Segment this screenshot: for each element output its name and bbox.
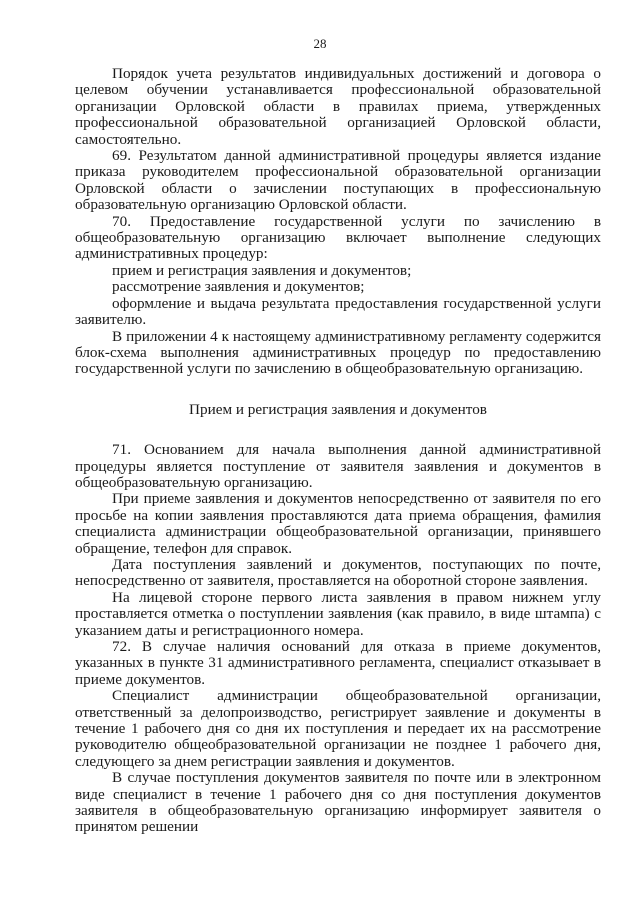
list-item-review: рассмотрение заявления и документов; (112, 278, 365, 296)
paragraph-mail-electronic: В случае поступления документов заявителя по почте или в электронном виде специалист в течение 1 рабочего дня со дня поступления документов заявителя в общеобразовательную организацию информирует заявителя о принятом решении (75, 769, 601, 836)
list-item-result: оформление и выдача результата предоставления государственной услуги заявителю. (75, 294, 601, 329)
paragraph-registration: Специалист администрации общеобразовательной организации, ответственный за делопроизводство, регистрирует заявление и документы в течение 1 рабочего дня со дня их поступления и передает их на рассмотрение руководителю общеобразовательной организации не позднее 1 рабочего дня, следующего за днем регистрации заявления и документов. (75, 687, 601, 770)
paragraph-front-mark: На лицевой стороне первого листа заявления в правом нижнем углу проставляется отметка о поступлении заявления (как правило, в виде штампа) с указанием даты и регистрационного номера. (75, 588, 601, 639)
document-body (75, 66, 601, 836)
list-item-reception: прием и регистрация заявления и документов; (112, 261, 412, 279)
section-title: Прием и регистрация заявления и документов (189, 400, 487, 418)
paragraph-appendix-4: В приложении 4 к настоящему административному регламенту содержится блок-схема выполнения административных процедур по предоставлению государственной услуги по зачислению в общеобразовательную организацию. (75, 327, 601, 378)
paragraph-72: 72. В случае наличия оснований для отказа в приеме документов, указанных в пункте 31 административного регламента, специалист отказывает в приеме документов. (75, 638, 601, 688)
page-number: 28 (313, 36, 327, 51)
paragraph-70: 70. Предоставление государственной услуги по зачислению в общеобразовательную организацию включает выполнение следующих административных процедур: (75, 212, 601, 263)
paragraph-69: 69. Результатом данной административной процедуры является издание приказа руководителем профессиональной образовательной организации Орловской области о зачислении поступающих в профессиональную образовательную организацию Орловской области. (75, 147, 601, 214)
paragraph-copy-stamp: При приеме заявления и документов непосредственно от заявителя по его просьбе на копии заявления проставляются дата приема обращения, фамилия специалиста администрации общеобразовательной организации, принявшего обращение, телефон для справок. (75, 490, 601, 557)
paragraph-admission-rules: Порядок учета результатов индивидуальных достижений и договора о целевом обучении устанавливается профессиональной образовательной организации Орловской области в правилах приема, утвержденных профессиональной образовательной организацией Орловской области, самостоятельно. (75, 65, 601, 148)
paragraph-71: 71. Основанием для начала выполнения данной административной процедуры является поступление от заявителя заявления и документов в общеобразовательную организацию. (75, 441, 601, 491)
paragraph-receipt-date: Дата поступления заявлений и документов, поступающих по почте, непосредственно от заявителя, проставляется на оборотной стороне заявления. (75, 555, 601, 590)
